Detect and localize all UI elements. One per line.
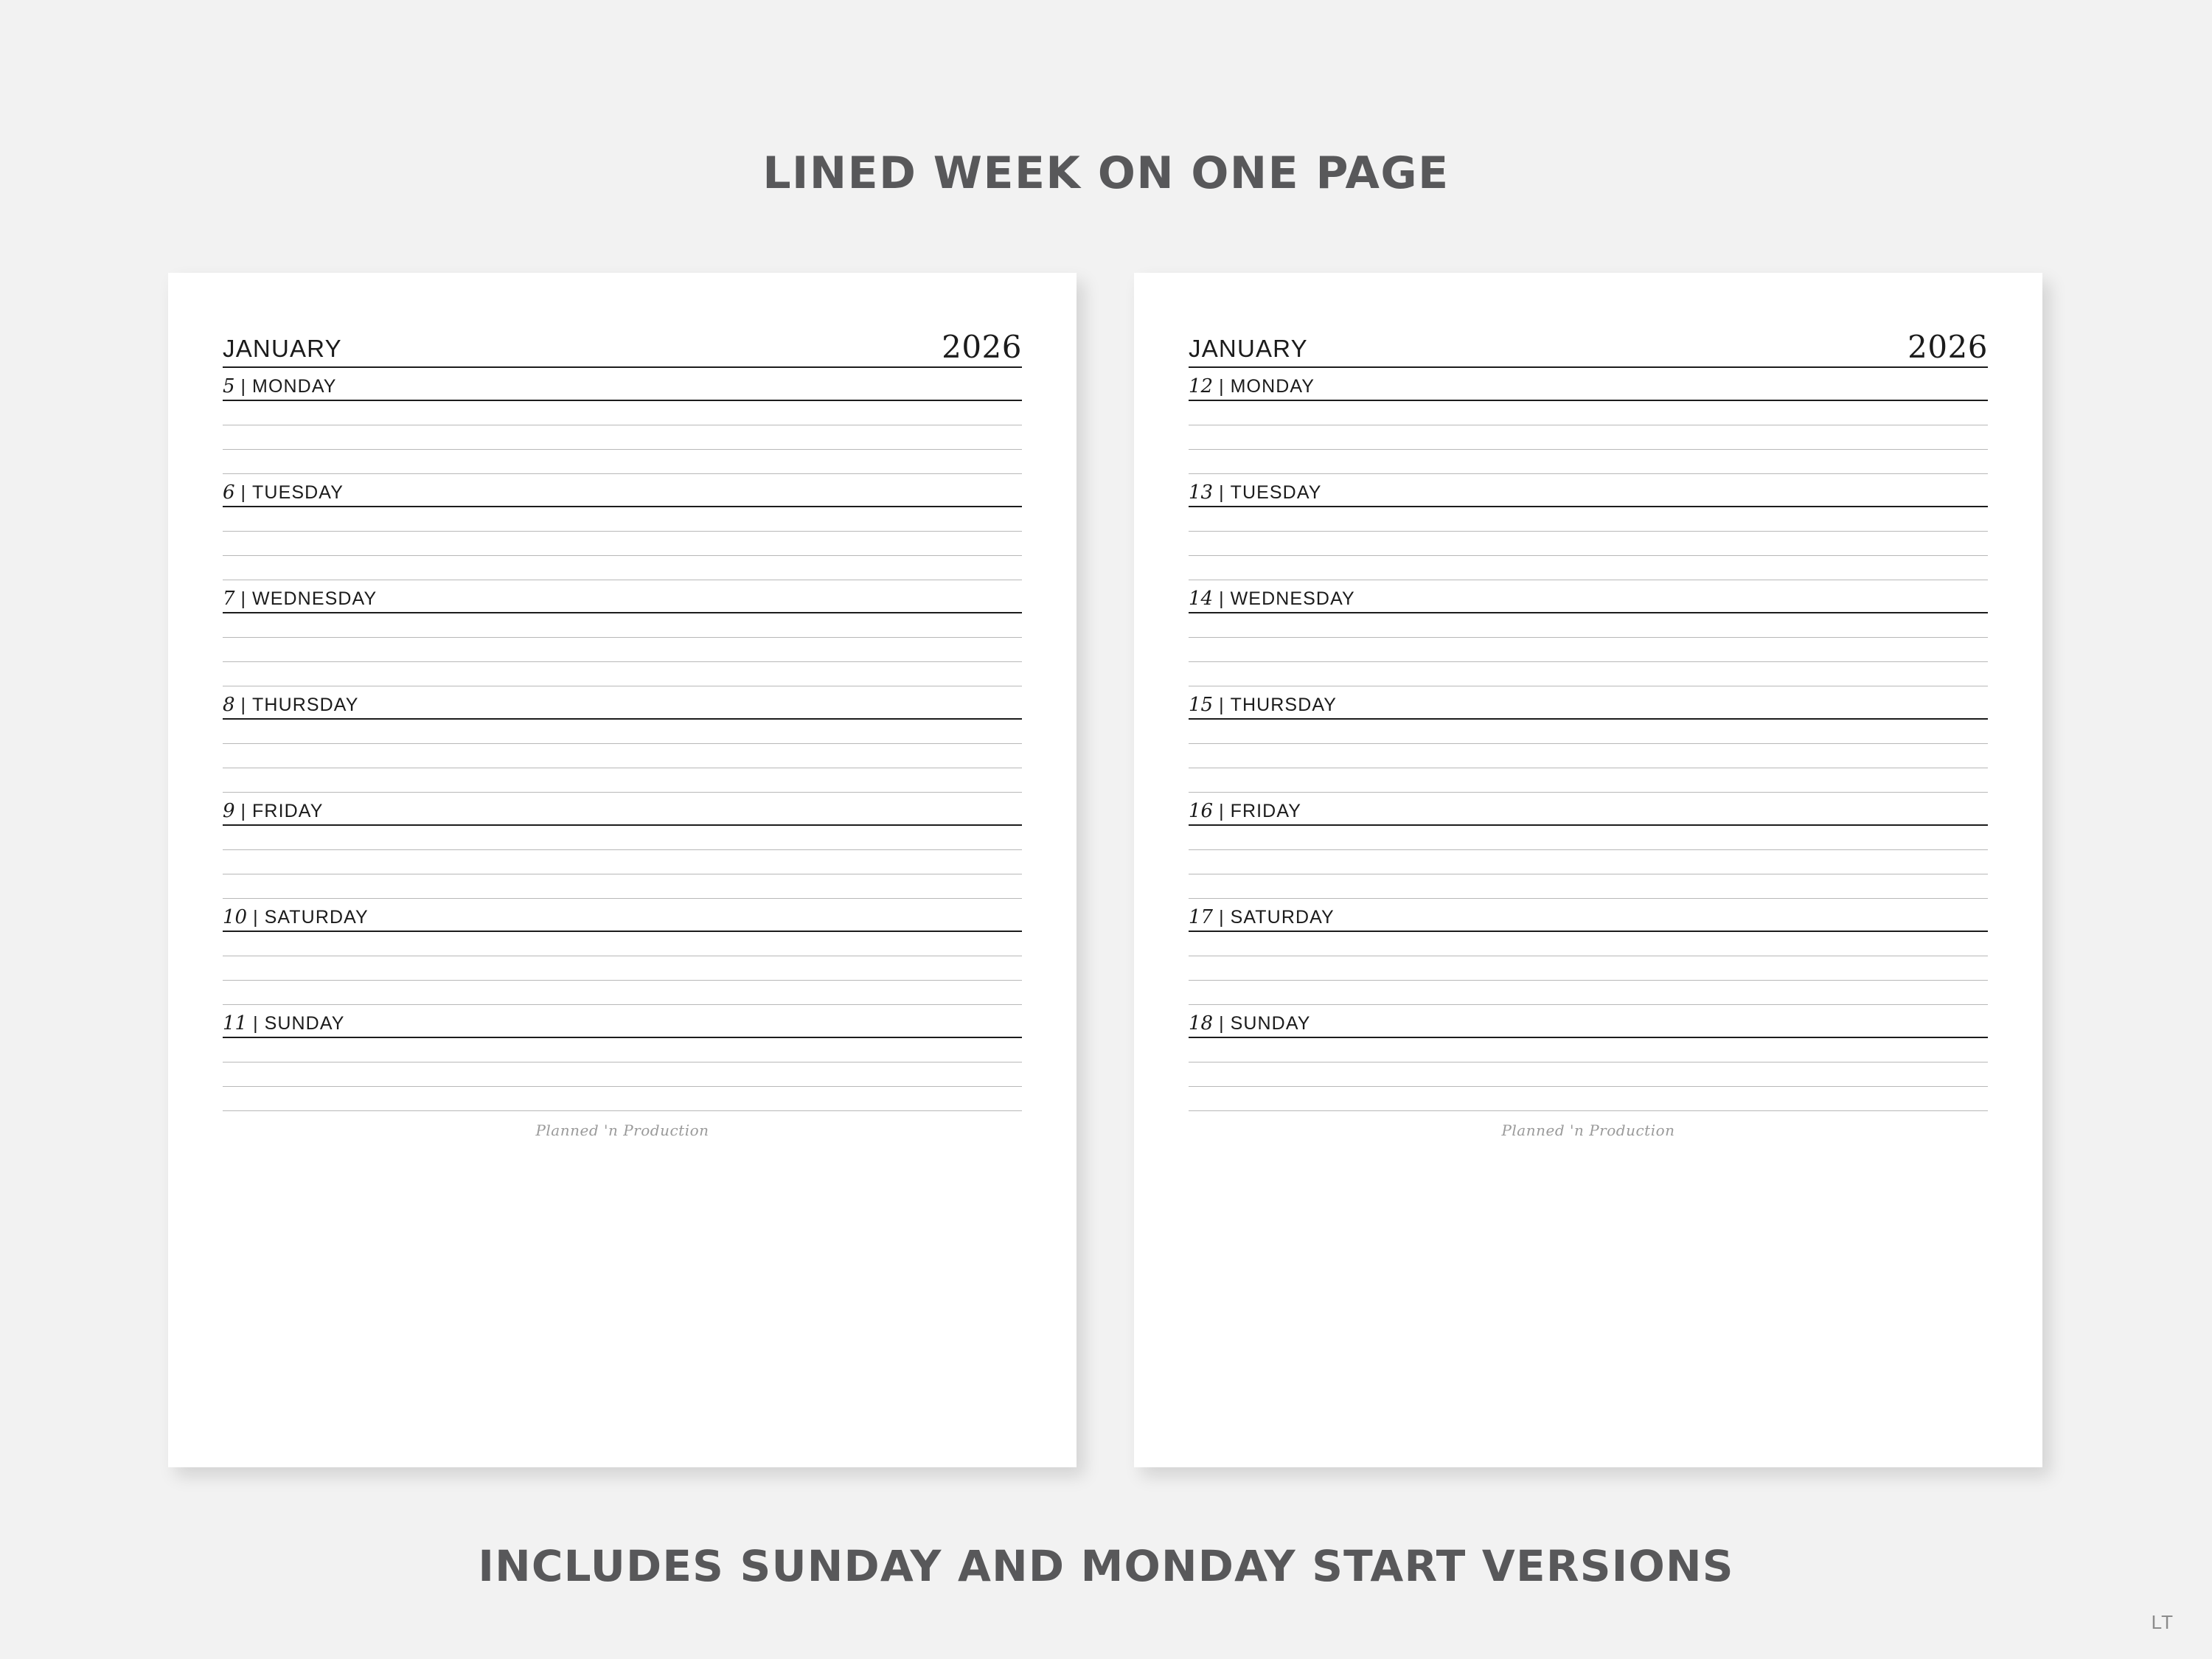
writing-line[interactable]	[223, 425, 1022, 450]
day-name: SUNDAY	[1230, 1013, 1311, 1034]
writing-line[interactable]	[1189, 556, 1988, 580]
day-header	[1189, 686, 1988, 720]
page-header-left	[223, 329, 1022, 368]
day-number: 18	[1189, 1012, 1214, 1034]
writing-line[interactable]	[223, 1038, 1022, 1062]
day-separator: |	[1219, 907, 1224, 928]
day-header	[223, 686, 1022, 720]
day-name: WEDNESDAY	[1230, 588, 1355, 609]
day-number: 12	[1189, 375, 1214, 397]
day-separator: |	[253, 1013, 258, 1034]
day-separator: |	[240, 588, 246, 609]
day-separator: |	[253, 907, 258, 928]
page-subtitle: INCLUDES SUNDAY AND MONDAY START VERSIONS	[478, 1541, 1734, 1591]
writing-line[interactable]	[1189, 932, 1988, 956]
day-separator: |	[240, 376, 246, 397]
writing-line[interactable]	[223, 1062, 1022, 1087]
day-header	[1189, 580, 1988, 613]
day-header	[223, 793, 1022, 826]
writing-line[interactable]	[1189, 613, 1988, 638]
writing-line[interactable]	[1189, 1087, 1988, 1111]
writing-line[interactable]	[223, 638, 1022, 662]
day-list-right	[1189, 368, 1988, 1111]
day-number: 10	[223, 906, 248, 928]
planner-page-right	[1134, 273, 2042, 1467]
writing-line[interactable]	[1189, 874, 1988, 899]
writing-line[interactable]	[223, 850, 1022, 874]
day-name: SUNDAY	[264, 1013, 345, 1034]
day-name: SATURDAY	[1230, 907, 1335, 928]
day-separator: |	[240, 801, 246, 821]
day-name: FRIDAY	[1230, 801, 1302, 821]
day-name: TUESDAY	[1230, 482, 1322, 503]
day-number: 17	[1189, 906, 1214, 928]
writing-line[interactable]	[1189, 638, 1988, 662]
day-separator: |	[1219, 376, 1224, 397]
writing-line[interactable]	[223, 932, 1022, 956]
day-block	[1189, 1005, 1988, 1111]
writing-line[interactable]	[223, 768, 1022, 793]
day-name: FRIDAY	[252, 801, 324, 821]
writing-line[interactable]	[1189, 1038, 1988, 1062]
day-separator: |	[240, 695, 246, 715]
day-separator: |	[1219, 482, 1224, 503]
writing-line[interactable]	[1189, 532, 1988, 556]
writing-line[interactable]	[223, 450, 1022, 474]
day-header	[1189, 1005, 1988, 1038]
writing-line[interactable]	[1189, 401, 1988, 425]
day-block	[223, 368, 1022, 474]
writing-line[interactable]	[223, 720, 1022, 744]
day-number: 13	[1189, 481, 1214, 504]
writing-line[interactable]	[1189, 507, 1988, 532]
day-separator: |	[1219, 588, 1224, 609]
day-header	[223, 580, 1022, 613]
day-block	[223, 686, 1022, 793]
day-name: THURSDAY	[1230, 695, 1338, 715]
day-block	[1189, 793, 1988, 899]
writing-line[interactable]	[223, 401, 1022, 425]
day-separator: |	[1219, 695, 1224, 715]
day-number: 16	[1189, 800, 1214, 822]
brand-footer: Planned 'n Production	[1501, 1121, 1675, 1139]
day-number: 6	[223, 481, 235, 504]
day-block	[223, 1005, 1022, 1111]
day-name: SATURDAY	[264, 907, 369, 928]
day-separator: |	[1219, 1013, 1224, 1034]
day-block	[1189, 686, 1988, 793]
day-header	[1189, 474, 1988, 507]
corner-tag: LT	[2151, 1611, 2174, 1633]
writing-line[interactable]	[1189, 744, 1988, 768]
page-title: LINED WEEK ON ONE PAGE	[762, 147, 1450, 199]
day-block	[223, 899, 1022, 1005]
day-block	[1189, 899, 1988, 1005]
day-header	[1189, 368, 1988, 401]
writing-line[interactable]	[223, 744, 1022, 768]
writing-line[interactable]	[1189, 768, 1988, 793]
writing-line[interactable]	[1189, 425, 1988, 450]
day-name: WEDNESDAY	[252, 588, 378, 609]
planner-page-left	[168, 273, 1077, 1467]
writing-line[interactable]	[1189, 662, 1988, 686]
month-label: JANUARY	[223, 335, 342, 362]
day-number: 7	[223, 588, 235, 610]
writing-line[interactable]	[223, 956, 1022, 981]
writing-line[interactable]	[223, 826, 1022, 850]
writing-line[interactable]	[1189, 826, 1988, 850]
writing-line[interactable]	[223, 981, 1022, 1005]
day-number: 15	[1189, 694, 1214, 716]
day-header	[223, 368, 1022, 401]
day-header	[1189, 793, 1988, 826]
writing-line[interactable]	[1189, 981, 1988, 1005]
writing-line[interactable]	[1189, 450, 1988, 474]
year-label: 2026	[942, 329, 1022, 365]
writing-line[interactable]	[1189, 850, 1988, 874]
month-label: JANUARY	[1189, 335, 1308, 362]
writing-line[interactable]	[1189, 720, 1988, 744]
writing-line[interactable]	[223, 507, 1022, 532]
day-block	[1189, 368, 1988, 474]
writing-line[interactable]	[223, 556, 1022, 580]
day-header	[1189, 899, 1988, 932]
year-label: 2026	[1907, 329, 1988, 365]
day-header	[223, 1005, 1022, 1038]
writing-line[interactable]	[223, 613, 1022, 638]
day-block	[1189, 580, 1988, 686]
day-separator: |	[240, 482, 246, 503]
page-header-right	[1189, 329, 1988, 368]
day-header	[223, 899, 1022, 932]
day-name: MONDAY	[252, 376, 337, 397]
day-list-left	[223, 368, 1022, 1111]
writing-line[interactable]	[223, 662, 1022, 686]
brand-footer: Planned 'n Production	[535, 1121, 709, 1139]
day-block	[223, 793, 1022, 899]
writing-line[interactable]	[1189, 956, 1988, 981]
writing-line[interactable]	[1189, 1062, 1988, 1087]
day-name: THURSDAY	[252, 695, 359, 715]
day-header	[223, 474, 1022, 507]
writing-line[interactable]	[223, 532, 1022, 556]
day-name: MONDAY	[1230, 376, 1315, 397]
day-number: 14	[1189, 588, 1214, 610]
day-number: 11	[223, 1012, 248, 1034]
day-block	[223, 474, 1022, 580]
day-name: TUESDAY	[252, 482, 344, 503]
day-number: 8	[223, 694, 235, 716]
day-number: 9	[223, 800, 235, 822]
day-block	[1189, 474, 1988, 580]
day-block	[223, 580, 1022, 686]
day-separator: |	[1219, 801, 1224, 821]
writing-line[interactable]	[223, 874, 1022, 899]
day-number: 5	[223, 375, 235, 397]
writing-line[interactable]	[223, 1087, 1022, 1111]
